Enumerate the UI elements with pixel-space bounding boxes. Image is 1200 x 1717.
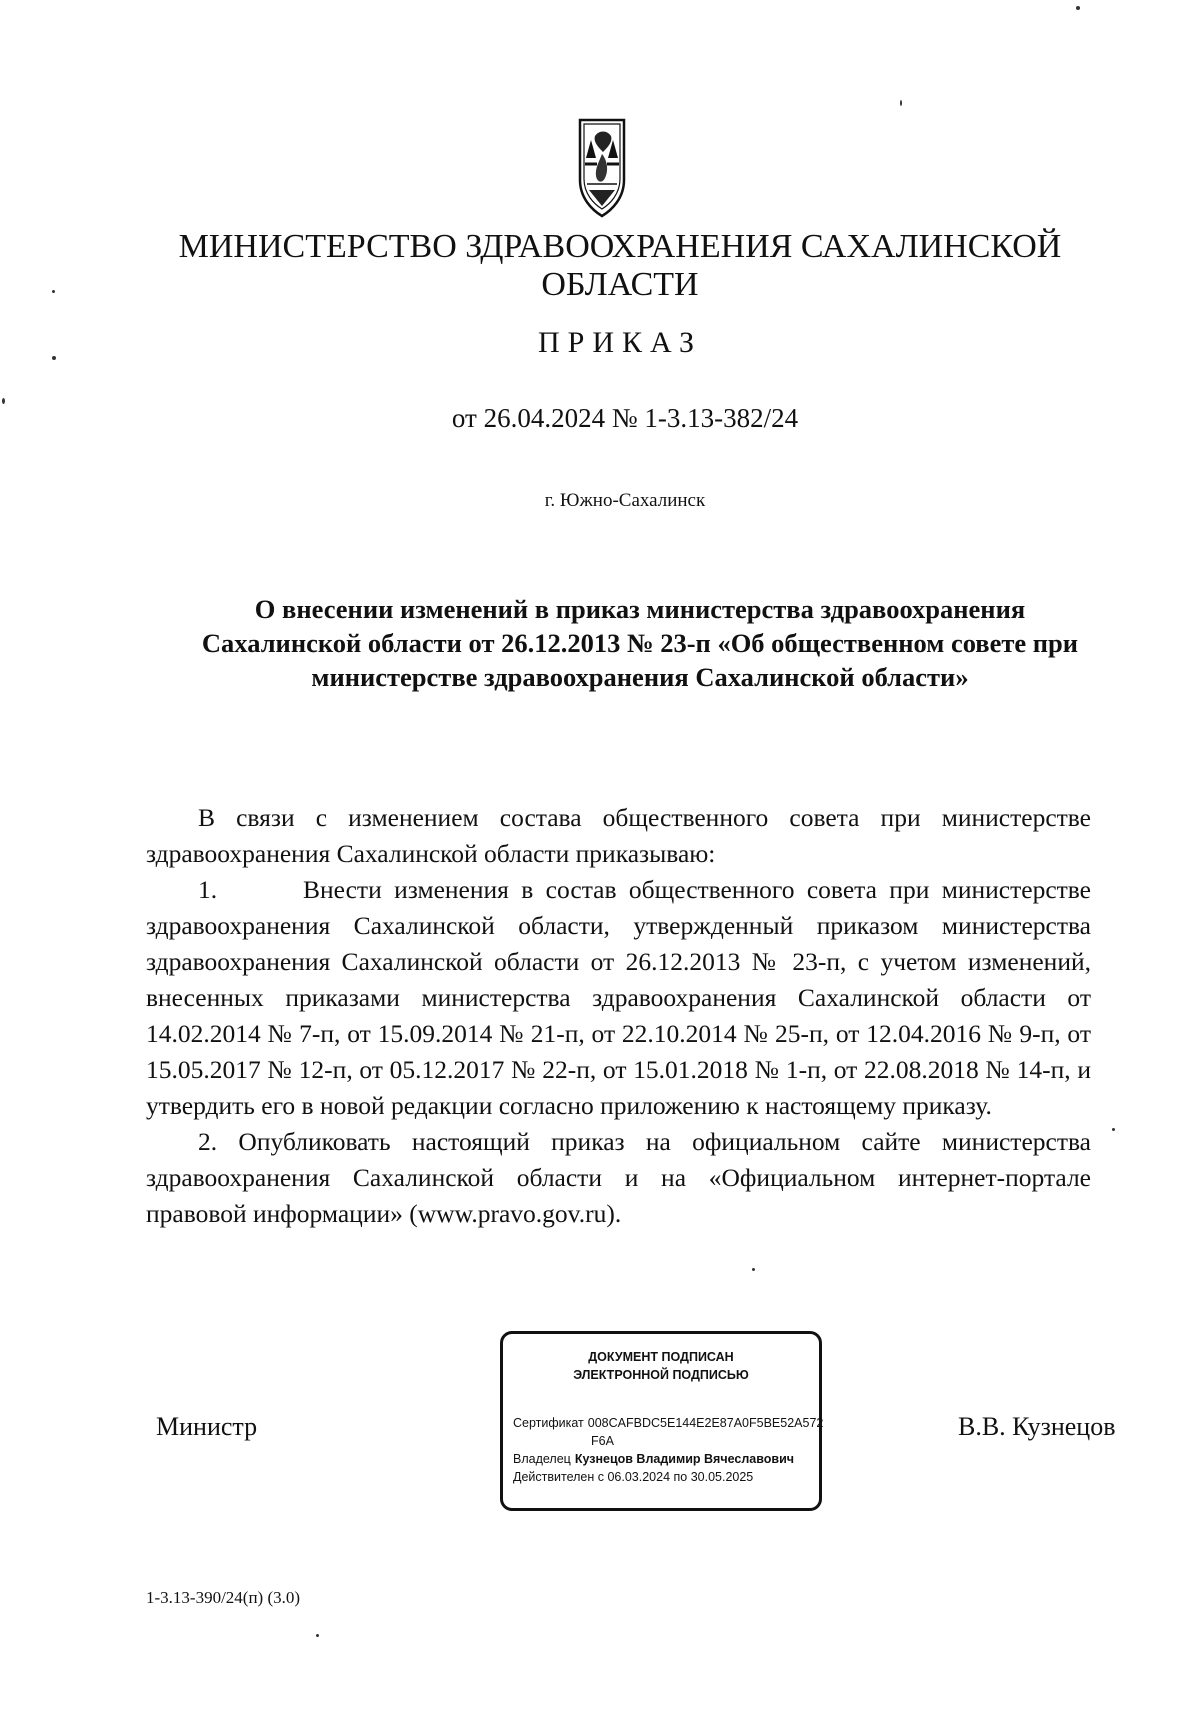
owner-label: Владелец (513, 1452, 571, 1466)
scan-speck (52, 356, 56, 360)
document-code: 1-3.13-390/24(п) (3.0) (146, 1588, 301, 1607)
scan-speck (2, 398, 5, 404)
scan-speck (900, 100, 902, 106)
order-subject (140, 592, 1140, 694)
ministry-title-line1: МИНИСТЕРСТВО ЗДРАВООХРАНЕНИЯ САХАЛИНСКОЙ (178, 228, 1062, 265)
ministry-title-line2: ОБЛАСТИ (541, 266, 699, 303)
order-number: от 26.04.2024 № 1-3.13-382/24 (451, 403, 799, 433)
coat-of-arms-emblem (577, 118, 627, 218)
item-1-paragraph (146, 872, 1091, 1124)
city: г. Южно-Сахалинск (544, 490, 706, 511)
scan-speck (1112, 1128, 1115, 1131)
scan-speck (1076, 6, 1080, 10)
item-2-paragraph: 2. Опубликовать настоящий приказ на официальном сайте министерства здравоохранения Сахалинской области и на «Официальном интернет-портале правовой информации» (www.pravo.gov.ru). (146, 1127, 1091, 1228)
signatory-title: Министр (156, 1412, 258, 1441)
signatory-name: В.В. Кузнецов (958, 1412, 1116, 1441)
electronic-signature-stamp (500, 1331, 822, 1511)
stamp-heading-line: ДОКУМЕНТ ПОДПИСАН (588, 1350, 734, 1364)
certificate-label: Сертификат (513, 1416, 584, 1430)
scan-speck (752, 1268, 755, 1271)
subject-line: Сахалинской области от 26.12.2013 № 23-п «Об общественном совете при (201, 628, 1079, 658)
order-body (146, 800, 1091, 1232)
stamp-heading (503, 1348, 819, 1384)
certificate-value: 008CAFBDC5E144E2E87A0F5BE52A572 (587, 1416, 824, 1430)
scan-speck (52, 290, 55, 293)
stamp-details (513, 1414, 824, 1486)
item-1-text: Внести изменения в состав общественного совета при министерстве здравоохранения Сахалинской области, утвержденный приказом министерства здравоохранения Сахалинской области от 26.12.2013 № 23-п, с учетом изменений, внесенных приказами министерства здравоохранения Сахалинской области от 14.02.2014 № 7-п, от 15.09.2014 № 21-п, от 22.10.2014 № 25-п, от 12.04.2016 № 9-п, от 15.05.2017 № 12-п, от 05.12.2017 № 22-п, от 15.01.2018 № 1-п, от 22.08.2018 № 14-п, и утвердить его в новой редакции согласно приложению к настоящему приказу. (146, 875, 1091, 1120)
certificate-value-continued: F6A (591, 1434, 614, 1448)
scan-speck (316, 1634, 319, 1637)
item-1-number: 1. (198, 875, 218, 904)
subject-line: министерстве здравоохранения Сахалинской области» (311, 662, 969, 692)
preamble-paragraph: В связи с изменением состава общественного совета при министерстве здравоохранения Сахалинской области приказываю: (146, 803, 1091, 868)
subject-line: О внесении изменений в приказ министерства здравоохранения (254, 594, 1026, 624)
stamp-heading-line: ЭЛЕКТРОННОЙ ПОДПИСЬЮ (573, 1368, 749, 1382)
owner-value: Кузнецов Владимир Вячеславович (574, 1452, 795, 1466)
validity-period: Действителен с 06.03.2024 по 30.05.2025 (513, 1470, 754, 1484)
document-type: ПРИКАЗ (538, 326, 702, 359)
